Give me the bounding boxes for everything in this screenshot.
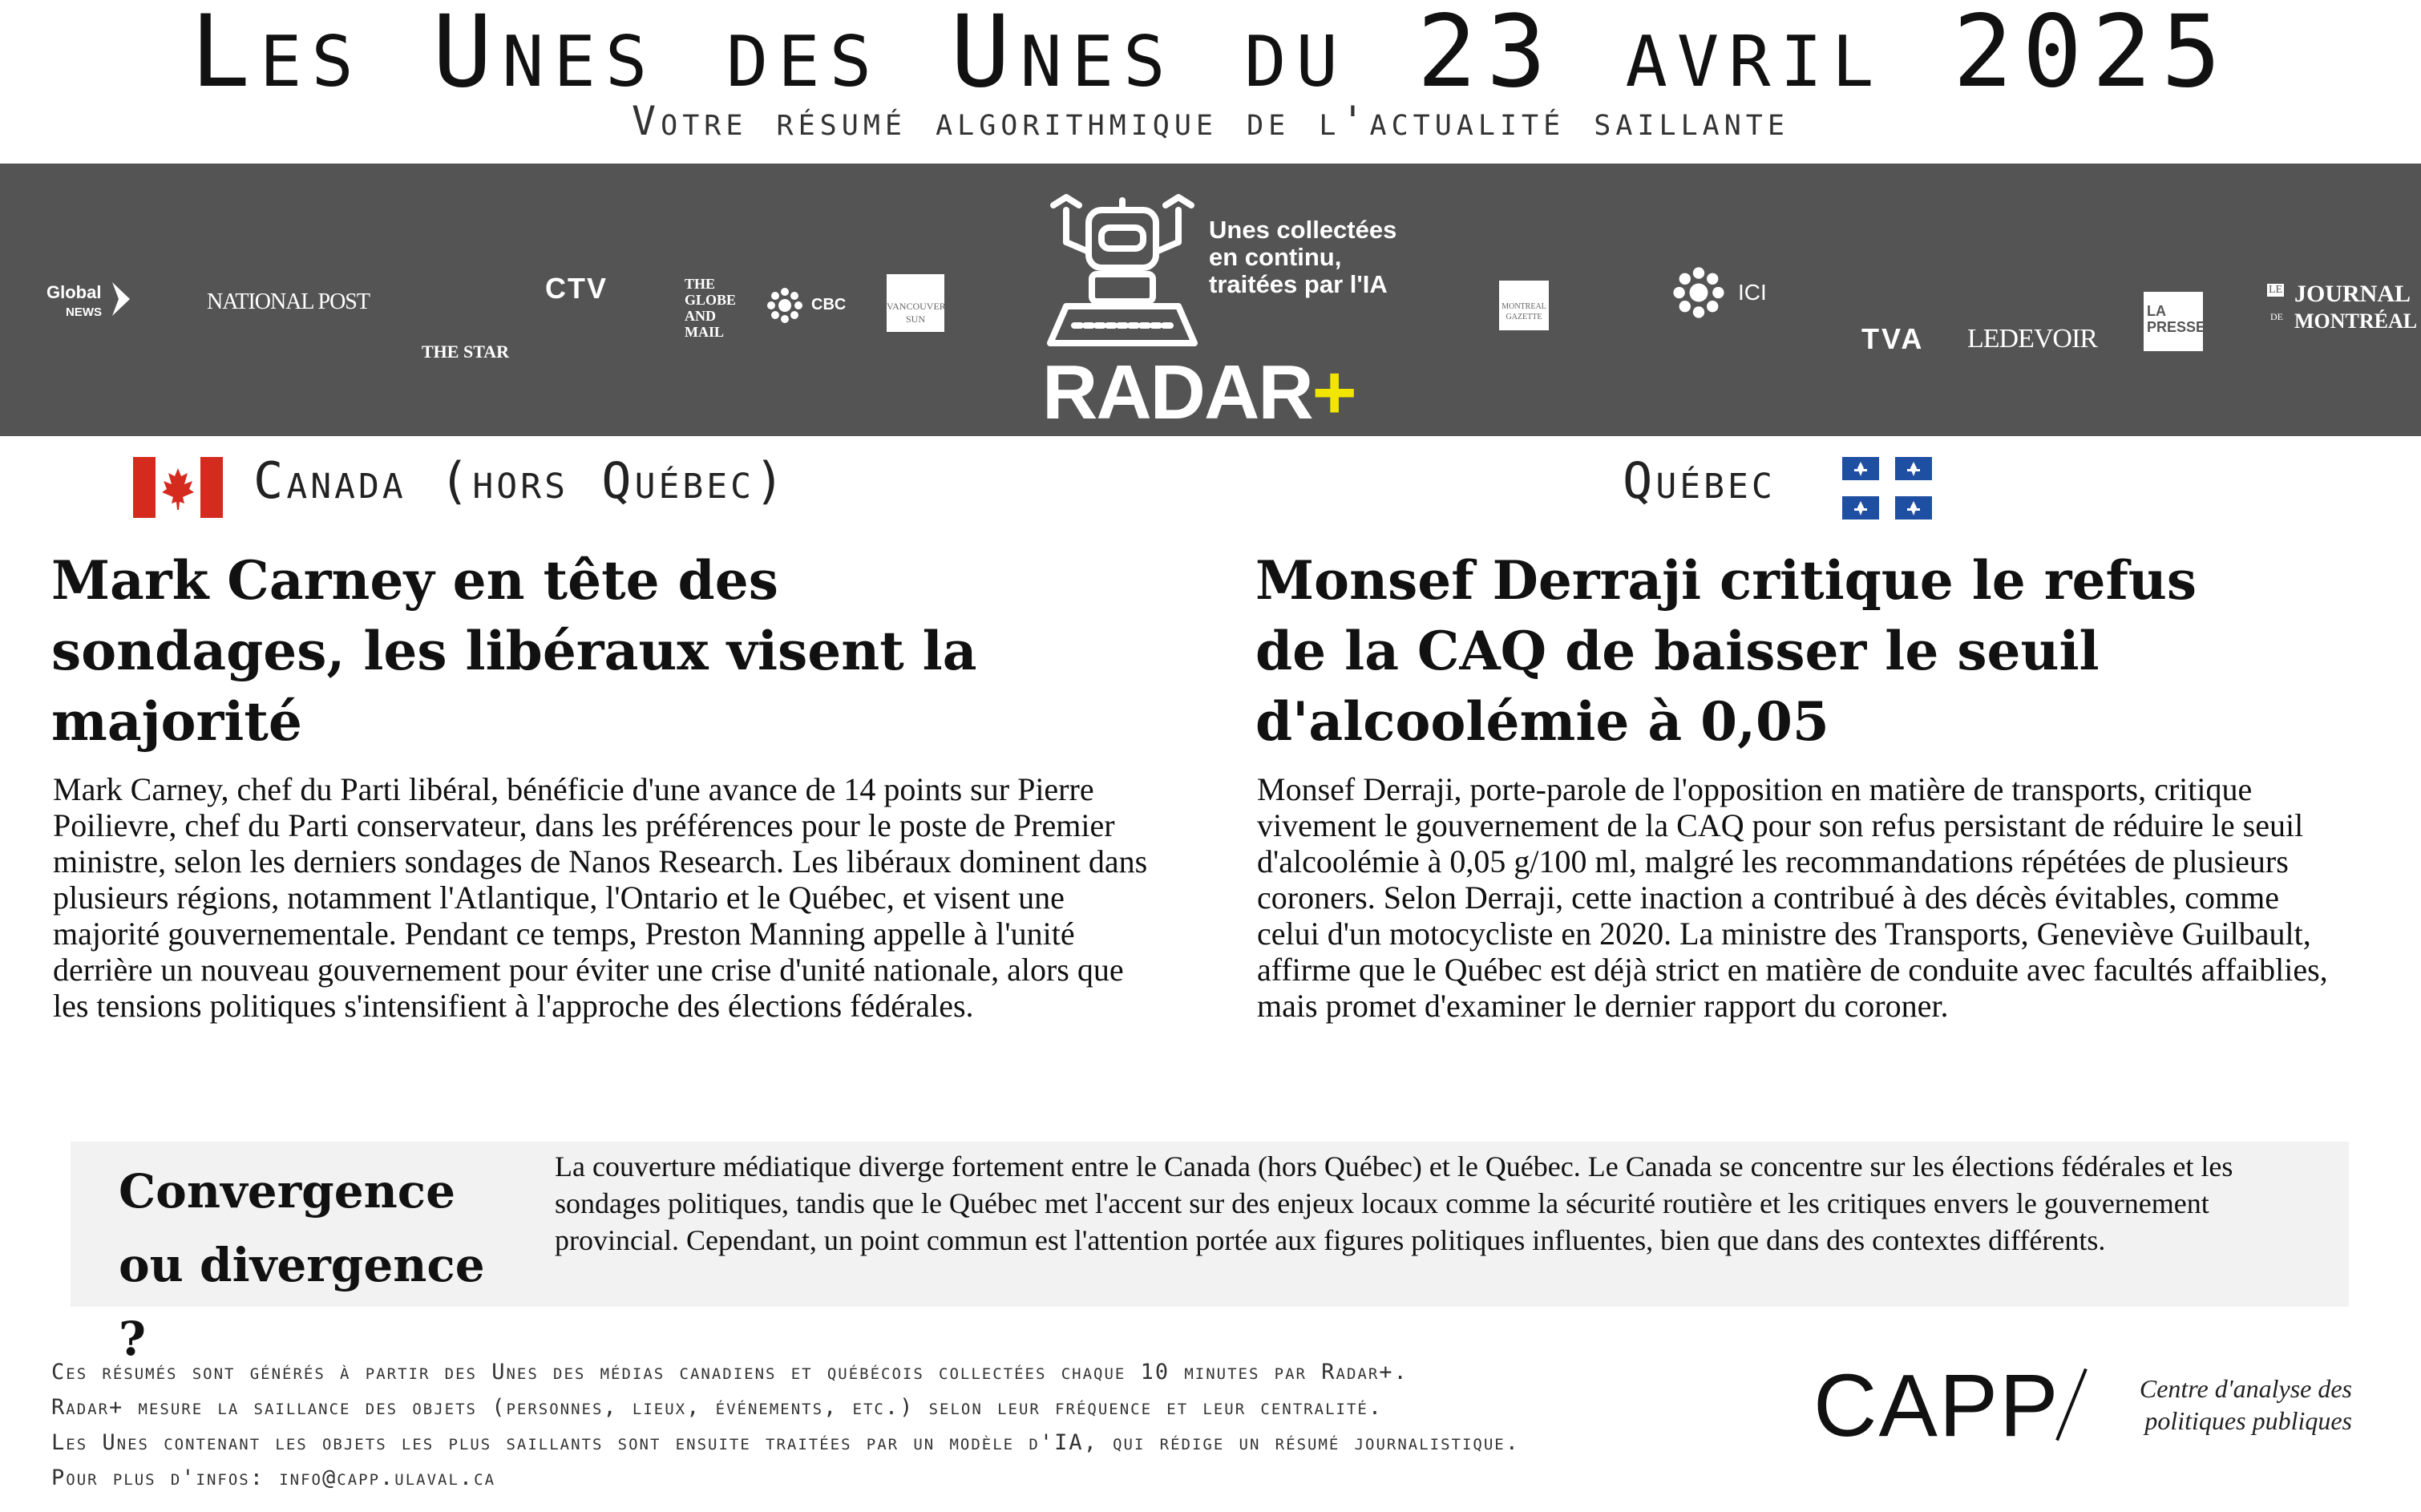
canada-headline: Mark Carney en tête des sondages, les libéraux visent la majorité [51, 549, 977, 753]
the-star-logo: THE STAR [422, 342, 510, 362]
global-news-logo [46, 284, 102, 321]
radar-name: RADAR [1042, 350, 1312, 435]
globe-and-mail-logo: THE GLOBE AND MAIL [685, 276, 737, 340]
capp-slash-divider [2055, 1368, 2088, 1441]
footer-line: Les Unes contenant les objets les plus saillants sont ensuite traitées par un modèle d'IA, qui rédige un résumé journalistique. [51, 1430, 1520, 1455]
capp-logo: CAPP [1813, 1356, 2060, 1455]
convergence-box [71, 1142, 2349, 1366]
journal-le-text: LE [2269, 284, 2283, 296]
vancouver-sun-logo: VANCOUVER SUN [887, 274, 944, 332]
national-post-logo: NATIONAL POST [207, 289, 370, 314]
le-devoir-logo: LEDEVOIR [1967, 324, 2097, 354]
cbc-gem-icon [766, 287, 803, 324]
global-news-logo-sub: NEWS [66, 305, 102, 319]
capp-org-name: Centre d'analyse des politiques publiques [2139, 1374, 2352, 1435]
footer-contact: Pour plus d'infos: info@capp.ulaval.ca [51, 1466, 496, 1490]
canada-flag-icon [133, 457, 223, 518]
radio-canada-gem-icon [1672, 266, 1725, 319]
journal-text: JOURNAL [2294, 281, 2411, 307]
media-banner [0, 164, 2421, 436]
radar-plus-sign: + [1312, 350, 1356, 435]
footer-line: Ces résumés sont générés à partir des Unes des médias canadiens et québécois collectées chaque 10 minutes par Radar+. [51, 1360, 1409, 1385]
la-presse-logo: LA PRESSE [2144, 292, 2203, 351]
convergence-text: La couverture médiatique diverge fortement entre le Canada (hors Québec) et le Québec. Le Canada se concentre sur les élections fédérales et les sondages politiques, tandis que le Québec met l'accent sur des enjeux locaux comme la sécurité routière et les critiques envers le gouvernement provincial. Cependant, un point commun est l'attention portée aux figures politiques influentes, bien que dans des contextes différents. [555, 1150, 2233, 1256]
radar-robot-icon [1042, 194, 1202, 351]
page-title: Les Unes des Unes du 23 avril 2025 [190, 0, 2231, 110]
canada-region-label: Canada (hors Québec) [253, 451, 788, 510]
footer-notes [51, 1355, 1815, 1496]
montreal-gazette-logo: MONTREAL GAZETTE [1499, 281, 1549, 330]
quebec-flag-icon [1842, 457, 1932, 519]
page-subtitle: Votre résumé algorithmique de l'actualité saillante [632, 98, 1789, 144]
ctv-logo: CTV [545, 272, 608, 305]
quebec-region-label: Québec [1623, 451, 1776, 510]
journal-de-text: DE [2270, 311, 2283, 322]
quebec-article-body: Monsef Derraji, porte-parole de l'opposition en matière de transports, critique vivement le gouvernement de la CAQ pour son refus persistant de réduire le seuil d'alcoolémie à 0,05 g/100 ml, malgré les recommandations répétées de plusieurs coroners. Selon Derraji, cette inaction a contribué à des décès évitables, comme celui d'un motocycliste en 2020. La ministre des Transports, Geneviève Guilbault, affirme que le Québec est déjà strict en matière de conduite avec facultés affaiblies, mais promet d'examiner le dernier rapport du coroner. [1257, 771, 2328, 1024]
ici-logo: ICI [1738, 280, 1767, 305]
journal-de-montreal-logo [2267, 281, 2418, 337]
global-news-arrow-icon [111, 281, 131, 317]
canada-article-body: Mark Carney, chef du Parti libéral, bénéficie d'une avance de 14 points sur Pierre Poilievre, chef du Parti conservateur, dans les préférences pour le poste de Premier ministre, selon les derniers sondages de Nanos Research. Les libéraux dominent dans plusieurs régions, notamment l'Atlantique, l'Ontario et le Québec, et visent une majorité gouvernementale. Pendant ce temps, Preston Manning appelle à l'unité derrière un nouveau gouvernement pour éviter une crise d'unité nationale, alors que les tensions politiques s'intensifient à l'approche des élections fédérales. [53, 771, 1148, 1024]
tva-logo: TVA [1861, 322, 1925, 355]
footer-line: Radar+ mesure la saillance des objets (personnes, lieux, événements, etc.) selon leur fréquence et leur centralité. [51, 1395, 1384, 1420]
cbc-logo: CBC [811, 296, 847, 313]
global-news-logo-text: Global [46, 282, 102, 302]
quebec-headline: Monsef Derraji critique le refus de la CAQ de baisser le seuil d'alcoolémie à 0,05 [1255, 549, 2197, 753]
radar-plus-logo [1042, 350, 1356, 435]
radar-tagline: Unes collectées en continu, traitées par l'IA [1209, 216, 1397, 298]
journal-montreal-text: MONTRÉAL [2294, 309, 2418, 333]
convergence-title: Convergence ou divergence ? [119, 1164, 485, 1366]
